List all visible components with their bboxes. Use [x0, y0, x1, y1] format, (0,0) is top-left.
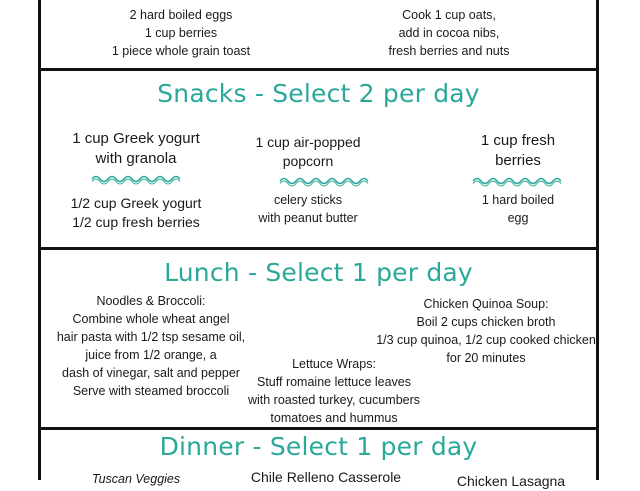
- breakfast-section: [41, 0, 596, 68]
- lunch-line: juice from 1/2 orange, a: [85, 348, 217, 362]
- lunch-line: 1/3 cup quinoa, 1/2 cup cooked chicken: [376, 333, 596, 347]
- snack-option-celery: [233, 191, 383, 227]
- breakfast-option-eggs: [81, 6, 281, 60]
- lunch-option-quinoa-soup: [376, 295, 596, 367]
- dinner-option-chicken-lasagna: Chicken Lasagna: [456, 473, 566, 489]
- dinner-option-tuscan-veggies: Tuscan Veggies: [91, 472, 181, 486]
- lunch-line: tomatoes and hummus: [270, 411, 398, 425]
- wave-divider-icon: [90, 174, 182, 184]
- lunch-section: [41, 250, 596, 427]
- breakfast-option-oats: [349, 6, 549, 60]
- breakfast-line: Cook 1 cup oats,: [402, 8, 496, 22]
- snack-line: 1/2 cup fresh berries: [72, 214, 200, 230]
- snack-line: 1 cup fresh: [480, 132, 556, 149]
- snack-option-fresh-berries: [443, 131, 593, 171]
- lunch-option-noodles: [41, 292, 261, 400]
- dinner-title: Dinner - Select 1 per day: [159, 432, 478, 461]
- wave-divider-icon: [471, 176, 563, 186]
- snack-option-boiled-egg: [443, 191, 593, 227]
- lunch-line: Lettuce Wraps:: [292, 357, 376, 371]
- snack-line: 1 hard boiled: [481, 193, 555, 207]
- snack-line: with granola: [95, 150, 177, 167]
- snacks-title: Snacks - Select 2 per day: [157, 79, 480, 108]
- breakfast-line: 1 piece whole grain toast: [111, 44, 251, 58]
- right-border: [596, 0, 599, 480]
- lunch-line: Noodles & Broccoli:: [96, 294, 206, 308]
- breakfast-line: add in cocoa nibs,: [398, 26, 500, 40]
- snack-line: berries: [495, 152, 541, 169]
- lunch-title: Lunch - Select 1 per day: [164, 258, 473, 287]
- lunch-line: for 20 minutes: [446, 351, 526, 365]
- wave-divider-icon: [278, 176, 370, 186]
- dinner-option-chile-relleno: Chile Relleno Casserole: [250, 469, 402, 485]
- snack-line: egg: [507, 211, 529, 225]
- lunch-line: with roasted turkey, cucumbers: [247, 393, 421, 407]
- lunch-line: Chicken Quinoa Soup:: [423, 297, 549, 311]
- breakfast-line: 1 cup berries: [144, 26, 218, 40]
- snack-line: with peanut butter: [258, 211, 358, 225]
- breakfast-line: fresh berries and nuts: [388, 44, 510, 58]
- lunch-line: Stuff romaine lettuce leaves: [256, 375, 412, 389]
- lunch-line: dash of vinegar, salt and pepper: [62, 366, 240, 380]
- snack-line: 1/2 cup Greek yogurt: [70, 195, 202, 211]
- snack-option-yogurt-granola: [51, 129, 221, 169]
- snack-line: 1 cup air-popped: [255, 134, 361, 150]
- snack-line: popcorn: [282, 153, 334, 169]
- snack-line: celery sticks: [273, 193, 343, 207]
- lunch-line: hair pasta with 1/2 tsp sesame oil,: [56, 330, 246, 344]
- lunch-line: Boil 2 cups chicken broth: [416, 315, 556, 329]
- breakfast-line: 2 hard boiled eggs: [129, 8, 233, 22]
- snack-line: 1 cup Greek yogurt: [72, 130, 200, 147]
- dinner-section: [41, 430, 596, 489]
- snacks-section: [41, 71, 596, 247]
- lunch-line: Combine whole wheat angel: [72, 312, 230, 326]
- snack-option-yogurt-berries: [51, 194, 221, 232]
- snack-option-popcorn: [233, 133, 383, 171]
- lunch-line: Serve with steamed broccoli: [72, 384, 230, 398]
